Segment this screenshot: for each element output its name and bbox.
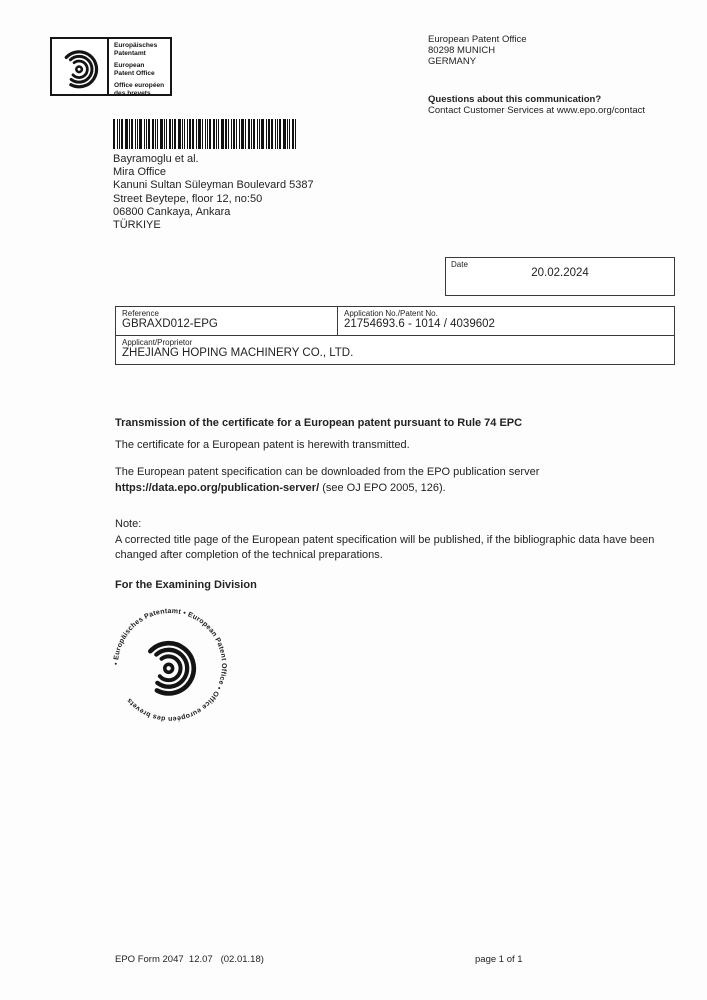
recipient-line: 06800 Cankaya, Ankara <box>113 205 231 218</box>
recipient-line: Mira Office <box>113 166 166 179</box>
form-number: EPO Form 2047 12.07 (02.01.18) <box>115 954 264 965</box>
sender-line: GERMANY <box>428 55 477 67</box>
recipient-line: Street Beytepe, floor 12, no:50 <box>113 192 263 205</box>
logo-name-en: European <box>114 62 145 70</box>
applicant-value: ZHEJIANG HOPING MACHINERY CO., LTD. <box>122 347 354 359</box>
epo-swirl-logo-icon <box>52 39 109 94</box>
letter-paragraph: The certificate for a European patent is herewith transmitted. <box>115 439 410 451</box>
publication-server-url: https://data.epo.org/publication-server/ <box>115 481 320 494</box>
applicant-cell <box>116 336 674 364</box>
epo-logo-box <box>50 37 172 96</box>
reference-table <box>115 306 675 365</box>
application-label: Application No./Patent No. <box>344 309 438 318</box>
seal-swirl-icon <box>141 636 201 699</box>
note-block <box>115 517 671 564</box>
signoff: For the Examining Division <box>115 579 257 591</box>
logo-name-de: Europäisches <box>114 42 158 49</box>
sender-address <box>428 35 527 67</box>
publication-server-line <box>115 481 673 497</box>
oj-reference: (see OJ EPO 2005, 126). <box>319 481 446 494</box>
epo-logo-names: Europäisches Patentamt European Patent Office Office européen des brevets <box>109 39 170 94</box>
application-value: 21754693.6 - 1014 / 4039602 <box>344 318 495 330</box>
recipient-line: Kanuni Sultan Süleyman Boulevard 5387 <box>113 179 314 192</box>
letter-paragraph <box>115 465 673 496</box>
seal-ring-text: • Europäisches Patentamt • European Patent Office • Office européen des brevets <box>112 607 228 723</box>
date-box <box>445 257 675 296</box>
recipient-address <box>113 153 314 232</box>
application-cell <box>338 307 674 335</box>
contact-info <box>428 94 645 116</box>
note-text: A corrected title page of the European patent specification will be published, if the bibliographic data have been changed after completion of the technical preparations. <box>115 533 655 561</box>
recipient-line: TÜRKIYE <box>113 219 161 232</box>
reference-label: Reference <box>122 309 159 318</box>
date-label: Date <box>451 260 468 269</box>
applicant-label: Applicant/Proprietor <box>122 338 193 347</box>
letter-title: Transmission of the certificate for a European patent pursuant to Rule 74 EPC <box>115 417 523 429</box>
download-info-line: The European patent specification can be downloaded from the EPO publication server <box>115 466 540 478</box>
table-row <box>116 336 674 364</box>
barcode <box>113 119 297 149</box>
sender-line: 80298 MUNICH <box>428 44 496 56</box>
date-value: 20.02.2024 <box>531 267 589 279</box>
contact-line: Contact Customer Services at www.epo.org/contact <box>428 105 646 116</box>
reference-value: GBRAXD012-EPG <box>122 318 218 330</box>
table-row <box>116 307 674 336</box>
logo-name-fr: Office européen <box>114 82 165 90</box>
note-label: Note: <box>115 518 142 530</box>
sender-line: European Patent Office <box>428 34 527 45</box>
epo-seal-stamp <box>108 603 232 727</box>
contact-heading: Questions about this communication? <box>428 94 602 105</box>
page-indicator: page 1 of 1 <box>475 954 523 965</box>
reference-cell <box>116 307 338 335</box>
recipient-line: Bayramoglu et al. <box>113 153 199 165</box>
